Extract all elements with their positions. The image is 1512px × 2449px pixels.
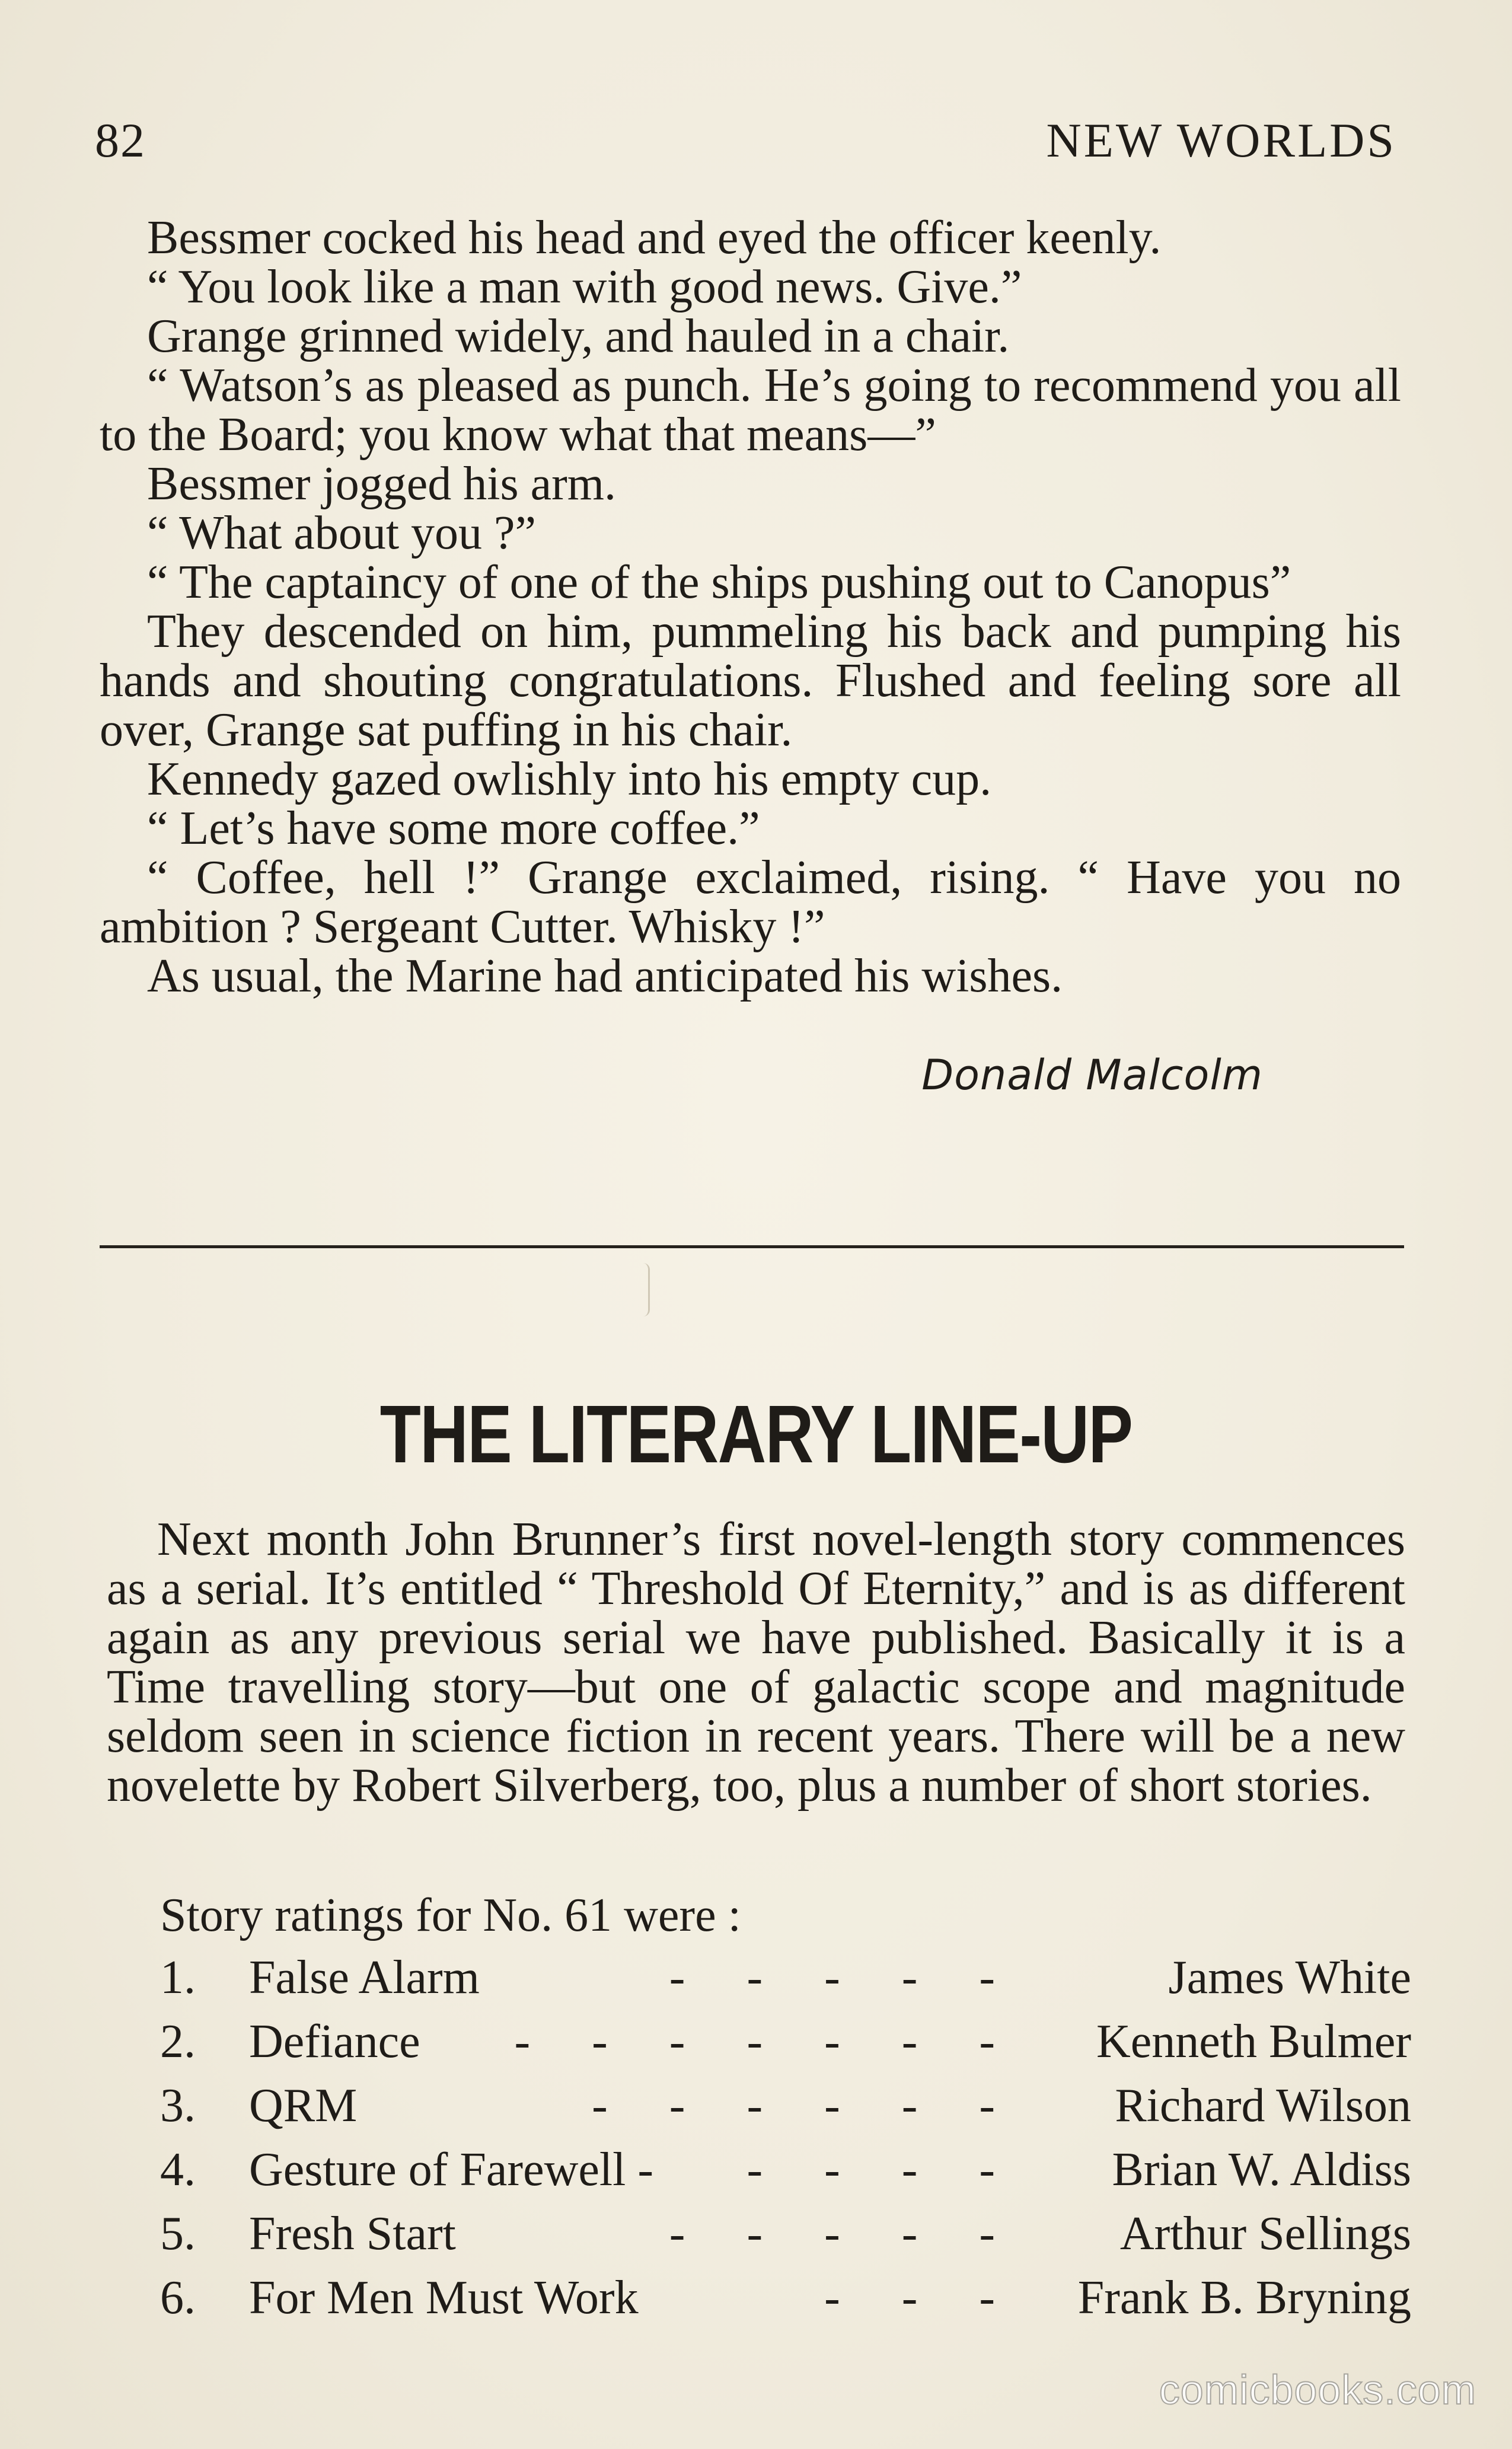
story-paragraph: “ Watson’s as pleased as punch. He’s going to recommend you all to the Board; you know what that means—” xyxy=(100,359,1401,461)
leader-dashes: - - - - - - - xyxy=(514,2016,1020,2068)
leader-dashes: - - - - xyxy=(747,2144,1020,2196)
leader-dashes: - - - xyxy=(824,2272,1020,2324)
rating-number: 2. xyxy=(160,2016,196,2068)
story-author: Kenneth Bulmer xyxy=(1096,2016,1411,2068)
ratings-list xyxy=(160,1951,1411,2335)
story-title: For Men Must Work xyxy=(249,2272,639,2324)
story-author: Arthur Sellings xyxy=(1119,2208,1411,2260)
running-header xyxy=(95,113,1396,172)
section-title: THE LITERARY LINE-UP xyxy=(379,1389,1133,1480)
story-author: Richard Wilson xyxy=(1115,2080,1411,2132)
rating-row xyxy=(160,2143,1411,2207)
story-title: QRM xyxy=(249,2080,358,2132)
rating-number: 1. xyxy=(160,1951,196,2004)
paper-mark xyxy=(643,1263,650,1316)
rating-number: 6. xyxy=(160,2272,196,2324)
rating-row xyxy=(160,2079,1411,2143)
story-author: Brian W. Aldiss xyxy=(1112,2144,1411,2196)
leader-dashes: - - - - - xyxy=(669,2208,1020,2260)
page-number: 82 xyxy=(95,113,146,167)
story-title: Fresh Start xyxy=(249,2208,456,2260)
rating-row xyxy=(160,2271,1411,2335)
ratings-intro: Story ratings for No. 61 were : xyxy=(160,1889,741,1941)
story-paragraph: “ Let’s have some more coffee.” xyxy=(147,802,760,854)
story-paragraph: Kennedy gazed owlishly into his empty cup. xyxy=(147,753,992,805)
story-paragraph: “ Coffee, hell !” Grange exclaimed, rising. “ Have you no ambition ? Sergeant Cutter. Whisky !” xyxy=(100,852,1401,953)
rating-row xyxy=(160,2207,1411,2271)
journal-title: NEW WORLDS xyxy=(1046,113,1396,167)
story-author: James White xyxy=(1168,1951,1411,2004)
section-divider xyxy=(100,1245,1404,1248)
author-byline: Donald Malcolm xyxy=(921,1051,1263,1099)
story-paragraph: They descended on him, pummeling his back and pumping his hands and shouting congratulations. Flushed and feeling sore all over, Grange sat puffing in his chair. xyxy=(100,605,1401,756)
story-title: Gesture of Farewell - xyxy=(249,2144,653,2196)
story-title: False Alarm xyxy=(249,1951,480,2004)
leader-dashes: - - - - - xyxy=(669,1951,1020,2004)
story-paragraph: “ What about you ?” xyxy=(147,507,537,559)
story-paragraph: “ You look like a man with good news. Give.” xyxy=(147,261,1022,313)
watermark: comicbooks.com xyxy=(1159,2367,1476,2413)
story-paragraph: “ The captaincy of one of the ships pushing out to Canopus” xyxy=(147,556,1291,608)
rating-row xyxy=(160,2015,1411,2079)
leader-dashes: - - - - - - xyxy=(592,2080,1020,2132)
story-author: Frank B. Bryning xyxy=(1077,2272,1411,2324)
rating-row xyxy=(160,1951,1411,2015)
lineup-paragraph: Next month John Brunner’s first novel-length story commences as a serial. It’s entitled “ Threshold Of Eternity,” and is as different again as any previous serial we have published. Basically it is a Time travelling story—but one of galactic scope and magnitude seldom seen in science fiction in recent years. There will be a new novelette by Robert Silverberg, too, plus a number of short stories. xyxy=(107,1513,1405,1812)
lineup-text xyxy=(107,1515,1405,1810)
story-paragraph: Bessmer jogged his arm. xyxy=(147,458,616,510)
story-title: Defiance xyxy=(249,2016,420,2068)
rating-number: 3. xyxy=(160,2080,196,2132)
story-text xyxy=(100,213,1401,1001)
story-paragraph: Grange grinned widely, and hauled in a chair. xyxy=(147,310,1010,362)
story-paragraph: Bessmer cocked his head and eyed the officer keenly. xyxy=(147,212,1162,264)
rating-number: 4. xyxy=(160,2144,196,2196)
rating-number: 5. xyxy=(160,2208,196,2260)
story-paragraph: As usual, the Marine had anticipated his wishes. xyxy=(147,950,1063,1002)
